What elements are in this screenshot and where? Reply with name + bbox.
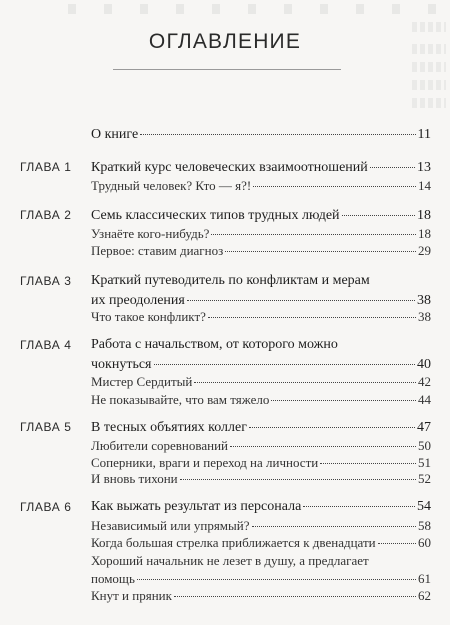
entry-page: 60 [418,535,431,550]
toc-section[interactable] [91,309,431,325]
dot-leader [154,364,416,365]
section-title-line: Хороший начальник не лезет в душу, а предлагает [91,553,369,568]
entry-page: 29 [418,243,431,258]
toc-entry-intro[interactable] [91,126,431,143]
entry-page: 40 [417,357,431,372]
section-title: Мистер Сердитый [91,374,193,389]
toc-section[interactable] [91,471,431,487]
entry-title: О книге [91,127,139,142]
section-title: Трудный человек? Кто — я?! [91,178,252,193]
entry-page: 54 [417,499,431,514]
chapter-title-line: их преодоления [91,293,185,308]
entry-page: 44 [418,392,431,407]
dot-leader [140,134,415,135]
toc-chapter-1[interactable] [91,159,431,176]
bleed-through-text [40,4,440,14]
dot-leader [230,446,416,447]
toc-section[interactable] [91,553,431,587]
section-title: Узнаёте кого-нибудь? [91,226,210,241]
toc-chapter-6[interactable] [91,498,431,515]
section-title: Что такое конфликт? [91,309,206,324]
dot-leader [249,427,415,428]
chapter-title: Как выжать результат из персонала [91,499,302,514]
dot-leader [252,526,417,527]
entry-page: 52 [418,471,431,486]
dot-leader [342,215,415,216]
toc-section[interactable] [91,178,431,194]
toc-section[interactable] [91,438,431,454]
bleed-through-text [412,62,446,72]
toc-section[interactable] [91,226,431,242]
chapter-title: Семь классических типов трудных людей [91,208,340,223]
section-title: Когда большая стрелка приближается к двенадцати [91,535,376,550]
dot-leader [303,506,415,507]
entry-page: 13 [417,160,431,175]
entry-page: 38 [417,293,431,308]
entry-page: 50 [418,438,431,453]
section-title: Кнут и пряник [91,588,172,603]
chapter-label: ГЛАВА 6 [20,500,72,514]
chapter-label: ГЛАВА 4 [20,338,72,352]
section-title: И вновь тихони [91,471,178,486]
entry-page: 62 [418,588,431,603]
toc-chapter-4[interactable] [91,336,431,373]
entry-page: 18 [417,208,431,223]
section-title: Не показывайте, что вам тяжело [91,392,270,407]
section-title-line: помощь [91,571,135,586]
dot-leader [137,579,416,580]
toc-section[interactable] [91,518,431,534]
chapter-label: ГЛАВА 1 [20,160,72,174]
entry-page: 38 [418,309,431,324]
dot-leader [208,317,416,318]
entry-page: 42 [418,374,431,389]
dot-leader [187,300,415,301]
entry-page: 11 [417,127,431,142]
section-title: Соперники, враги и переход на личности [91,455,319,470]
toc-chapter-3[interactable] [91,272,431,309]
page-title: ОГЛАВЛЕНИЕ [148,30,302,53]
dot-leader [225,251,416,252]
entry-page: 18 [418,226,431,241]
title-divider [113,69,341,70]
dot-leader [253,186,416,187]
chapter-label: ГЛАВА 2 [20,208,72,222]
entry-page: 14 [418,178,431,193]
dot-leader [211,234,416,235]
chapter-title: В тесных объятиях коллег [91,420,247,435]
toc-section[interactable] [91,588,431,604]
chapter-title-line: Краткий путеводитель по конфликтам и мерам [91,273,370,288]
section-title: Независимый или упрямый? [91,518,250,533]
section-title: Любители соревнований [91,438,228,453]
dot-leader [378,543,416,544]
dot-leader [194,382,416,383]
entry-page: 51 [418,455,431,470]
toc-section[interactable] [91,243,431,259]
dot-leader [370,167,415,168]
section-title: Первое: ставим диагноз [91,243,224,258]
toc-chapter-5[interactable] [91,419,431,436]
dot-leader [180,479,416,480]
chapter-label: ГЛАВА 3 [20,274,72,288]
dot-leader [320,463,416,464]
bleed-through-text [412,98,446,108]
entry-page: 61 [418,571,431,586]
toc-section[interactable] [91,374,431,390]
dot-leader [271,400,416,401]
dot-leader [174,596,416,597]
chapter-title: Краткий курс человеческих взаимоотношений [91,160,368,175]
chapter-title-line: Работа с начальством, от которого можно [91,337,338,352]
toc-chapter-2[interactable] [91,207,431,224]
toc-section[interactable] [91,392,431,408]
entry-page: 47 [417,420,431,435]
entry-page: 58 [418,518,431,533]
toc-section[interactable] [91,455,431,471]
chapter-title-line: чокнуться [91,357,152,372]
chapter-label: ГЛАВА 5 [20,420,72,434]
toc-section[interactable] [91,535,431,551]
bleed-through-text [412,80,446,90]
